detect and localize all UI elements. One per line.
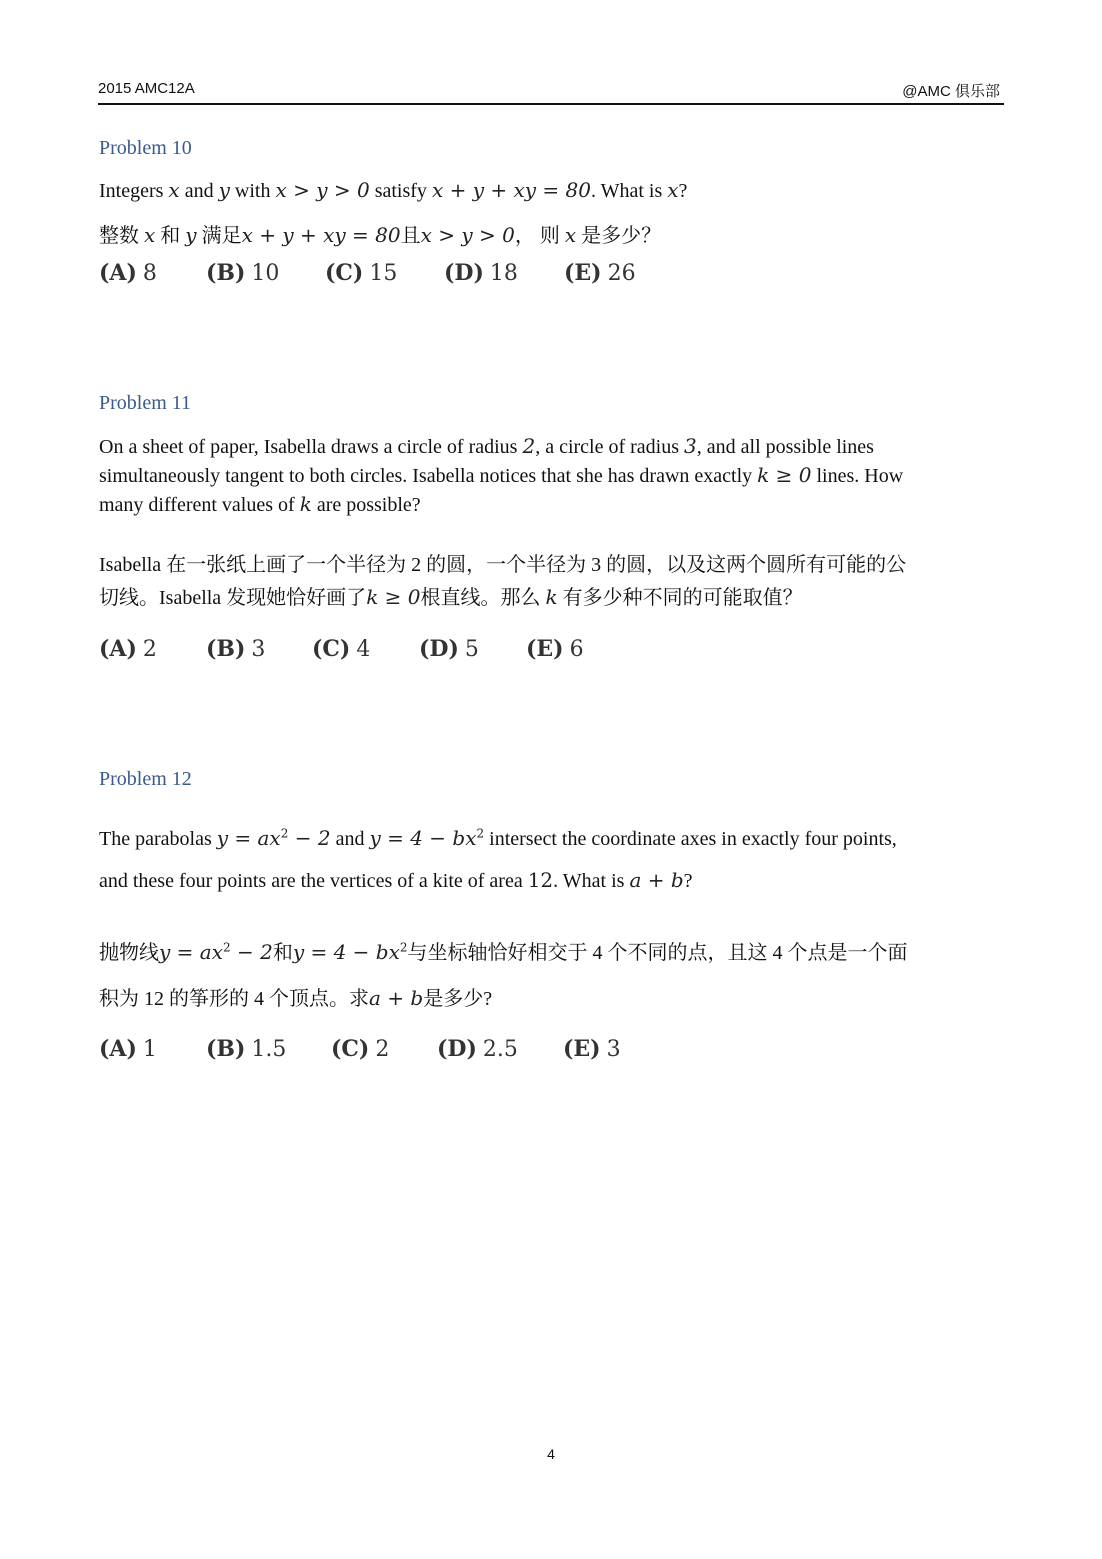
math: x + y + xy = 80 (431, 178, 591, 202)
text: 有多少种不同的可能取值？ (557, 587, 803, 609)
text: . What is (590, 180, 668, 202)
text: lines. How (811, 465, 904, 487)
text: , and all possible lines (696, 436, 874, 458)
text: and these four points are the vertices of a kite of area (99, 870, 528, 892)
choice-value: 8 (142, 261, 157, 286)
text: 积为 12 的筝形的 4 个顶点。求 (99, 988, 369, 1010)
exponent: 2 (280, 826, 289, 841)
choice-letter: (B) (206, 1036, 246, 1062)
math: k ≥ 0 (366, 585, 421, 609)
choice-letter: (C) (325, 260, 364, 286)
problem-11-chinese-line-1 (99, 548, 906, 577)
problem-10-chinese (99, 219, 661, 248)
math: y (185, 223, 197, 247)
math: y (218, 178, 230, 202)
choice-value: 2 (142, 637, 157, 662)
math (369, 826, 484, 850)
math: x + y + xy = 80 (241, 223, 401, 247)
choice-letter: (B) (206, 636, 246, 662)
math: a + b (369, 986, 424, 1010)
math (293, 940, 408, 964)
text: are possible? (311, 494, 421, 516)
choice-letter: (C) (312, 636, 351, 662)
text: 且 (400, 225, 421, 247)
text: and (330, 828, 370, 850)
math: k (299, 492, 312, 516)
text: . What is (553, 870, 630, 892)
choice-a (99, 260, 157, 286)
text: satisfy (369, 180, 432, 202)
math: k (545, 585, 558, 609)
choice-value: 4 (356, 637, 371, 662)
math: x (168, 178, 180, 202)
page-number: 4 (547, 1446, 555, 1462)
choice-value: 2.5 (482, 1037, 518, 1062)
math: k ≥ 0 (757, 463, 812, 487)
choice-letter: (E) (564, 260, 602, 286)
math-part: y = ax (216, 826, 281, 850)
problem-11-english-line-2 (99, 463, 903, 488)
text: 整数 (99, 225, 144, 247)
choice-a (99, 1036, 157, 1062)
choice-letter: (E) (526, 636, 564, 662)
choice-value: 3 (251, 637, 266, 662)
choice-letter: (A) (99, 1036, 137, 1062)
choice-e (526, 636, 584, 662)
choice-value: 26 (607, 261, 636, 286)
choice-d (419, 636, 479, 662)
text: 是多少？ (576, 225, 662, 247)
choice-e (563, 1036, 621, 1062)
problem-12-title: Problem 12 (99, 768, 192, 790)
choice-letter: (D) (419, 636, 459, 662)
math: x > y > 0 (275, 178, 370, 202)
problem-11-title: Problem 11 (99, 392, 192, 414)
math: x (667, 178, 679, 202)
choice-value: 18 (489, 261, 518, 286)
choice-letter: (D) (437, 1036, 477, 1062)
text: simultaneously tangent to both circles. Isabella notices that she has drawn exactly (99, 465, 758, 487)
problem-12-chinese-line-1 (99, 936, 908, 965)
math: x (144, 223, 156, 247)
choice-c (325, 260, 397, 286)
choice-letter: (C) (331, 1036, 370, 1062)
exponent: 2 (399, 940, 408, 955)
math (159, 940, 273, 964)
choice-c (312, 636, 370, 662)
choice-letter: (B) (206, 260, 246, 286)
math: 3 (684, 434, 697, 458)
choice-value: 1.5 (251, 1037, 287, 1062)
choice-value: 1 (142, 1037, 157, 1062)
choice-b (206, 260, 279, 286)
math-part: y = ax (159, 940, 223, 964)
text: ? (678, 180, 688, 202)
math (217, 826, 331, 850)
choice-d (437, 1036, 518, 1062)
math: x > y > 0 (420, 223, 515, 247)
text: and (179, 180, 219, 202)
choice-value: 5 (464, 637, 479, 662)
choice-value: 10 (251, 261, 280, 286)
text: 抛物线 (99, 942, 159, 964)
choice-letter: (A) (99, 636, 137, 662)
choice-b (206, 636, 265, 662)
choice-value: 2 (375, 1037, 390, 1062)
exponent: 2 (222, 940, 231, 955)
text: 是多少? (423, 988, 493, 1010)
text: Integers (99, 180, 169, 202)
choice-d (444, 260, 518, 286)
page-header (98, 79, 1004, 105)
text: 和 (155, 225, 186, 247)
choice-a (99, 636, 157, 662)
text: ? (683, 870, 693, 892)
math-part: y = 4 − bx (292, 940, 400, 964)
text: On a sheet of paper, Isabella draws a circle of radius (99, 436, 523, 458)
math-part: − 2 (230, 940, 273, 964)
text: 满足 (196, 225, 242, 247)
text: with (229, 180, 276, 202)
math: x (564, 223, 577, 247)
problem-11-chinese-line-2 (99, 581, 803, 610)
choice-e (564, 260, 636, 286)
choice-value: 3 (606, 1037, 621, 1062)
header-left: 2015 AMC12A (98, 80, 195, 97)
problem-10-english (99, 178, 687, 203)
problem-12-english-line-1 (99, 826, 897, 851)
choice-letter: (D) (444, 260, 484, 286)
problem-12-english-line-2 (99, 868, 693, 893)
math-part: y = 4 − bx (369, 826, 477, 850)
exponent: 2 (476, 826, 485, 841)
text: 与坐标轴恰好相交于 4 个不同的点，且这 4 个点是一个面 (407, 942, 908, 964)
choice-letter: (A) (99, 260, 137, 286)
problem-12-chinese-line-2 (99, 982, 492, 1011)
choice-value: 6 (569, 637, 584, 662)
text: many different values of (99, 494, 300, 516)
text: 切线。Isabella 发现她恰好画了 (99, 587, 367, 609)
header-right: @AMC 俱乐部 (902, 83, 1000, 100)
text: intersect the coordinate axes in exactly four points, (484, 828, 897, 850)
text: 根直线。那么 (420, 587, 546, 609)
text: , a circle of radius (535, 436, 685, 458)
math-part: − 2 (288, 826, 331, 850)
math: 2 (522, 434, 536, 458)
problem-10-title: Problem 10 (99, 137, 192, 159)
math: a + b (629, 868, 684, 892)
text: 和 (272, 942, 293, 964)
math: 12 (527, 868, 554, 892)
choice-value: 15 (369, 261, 398, 286)
choice-c (331, 1036, 389, 1062)
problem-11-english-line-3 (99, 492, 421, 517)
text: The parabolas (99, 828, 217, 850)
text: Isabella 在一张纸上画了一个半径为 2 的圆，一个半径为 3 的圆，以及这两个圆所有可能的公 (99, 554, 907, 576)
problem-11-english-line-1 (99, 434, 874, 459)
choice-b (206, 1036, 286, 1062)
text: ， 则 (514, 225, 565, 247)
choice-letter: (E) (563, 1036, 601, 1062)
